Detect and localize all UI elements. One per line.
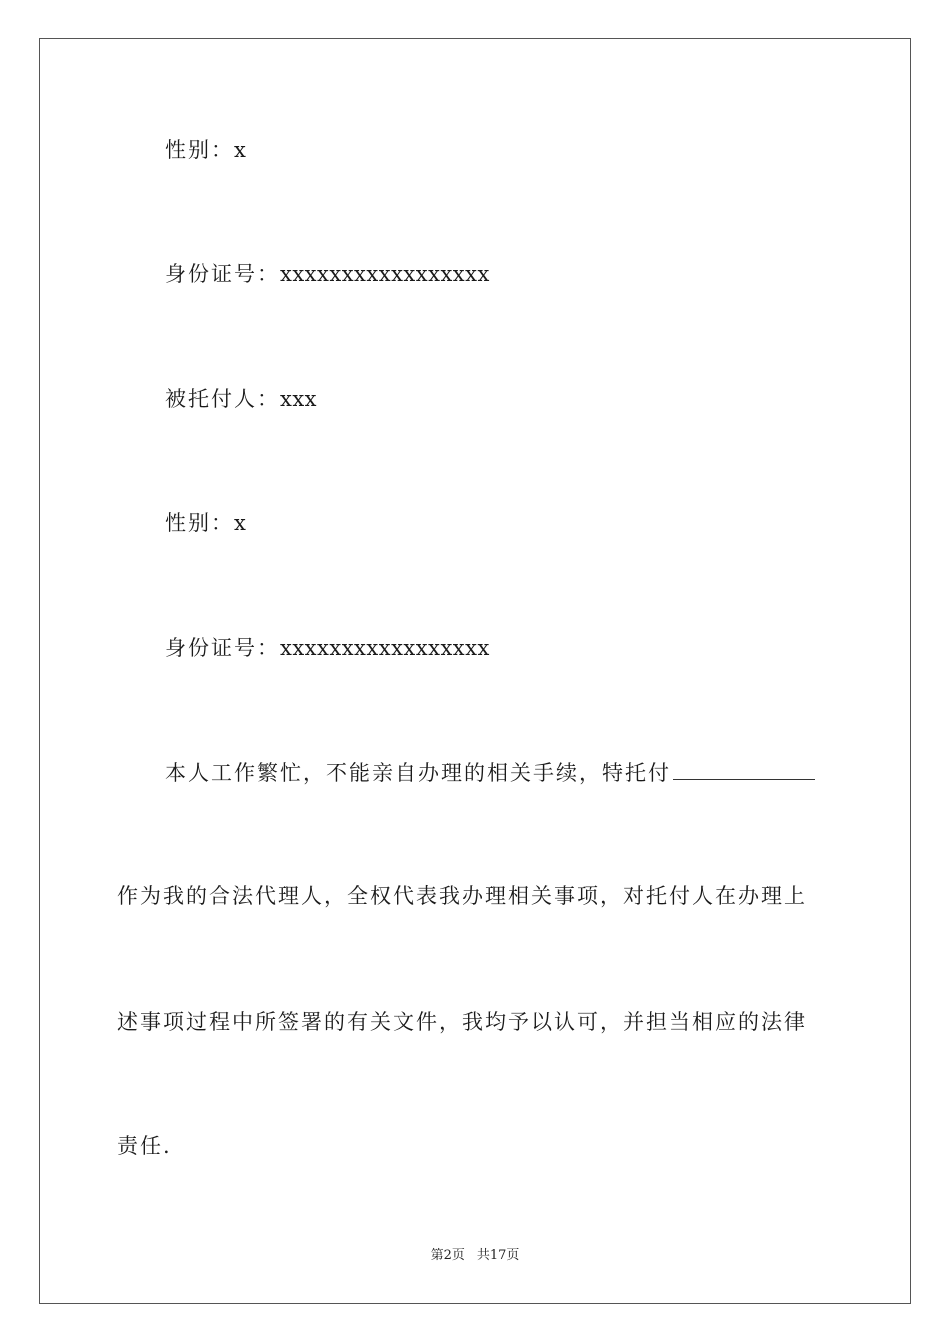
id-number-field-1 [165, 262, 490, 286]
gender-value-1: x [234, 138, 247, 162]
authorization-paragraph-line-1 [165, 761, 815, 785]
paragraph-text-1: 本人工作繁忙，不能亲自办理的相关手续，特托付 [165, 761, 671, 785]
gender-field-2 [165, 511, 246, 535]
id-number-field-2 [165, 636, 490, 660]
gender-label-2: 性别： [165, 511, 234, 535]
authorization-paragraph-line-2: 作为我的合法代理人，全权代表我办理相关事项，对托付人在办理上 [117, 884, 807, 908]
gender-value-2: x [234, 511, 247, 535]
page-border [39, 38, 911, 1304]
authorization-paragraph-line-3: 述事项过程中所签署的有关文件，我均予以认可，并担当相应的法律 [117, 1010, 807, 1034]
trustee-label: 被托付人： [165, 387, 280, 411]
id-number-value-2: xxxxxxxxxxxxxxxxx [280, 636, 490, 660]
gender-label-1: 性别： [165, 138, 234, 162]
gender-field-1 [165, 138, 246, 162]
trustee-field [165, 387, 317, 411]
trustee-value: xxx [280, 387, 318, 411]
id-number-label-2: 身份证号： [165, 636, 280, 660]
authorization-paragraph-line-4: 责任. [117, 1134, 172, 1158]
page-number: 第2页 [430, 1248, 465, 1263]
page-footer [0, 1248, 950, 1264]
id-number-value-1: xxxxxxxxxxxxxxxxx [280, 262, 490, 286]
agent-name-blank [673, 761, 815, 780]
total-pages: 共17页 [476, 1248, 520, 1263]
id-number-label-1: 身份证号： [165, 262, 280, 286]
